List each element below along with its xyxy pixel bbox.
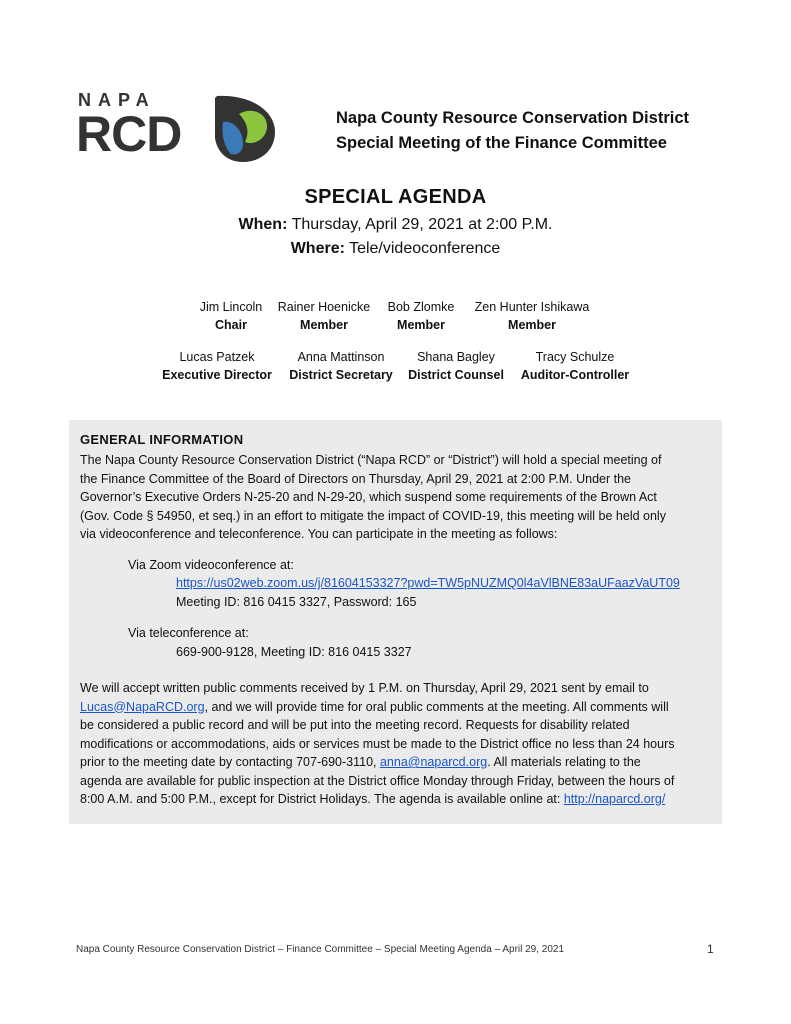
person-role: Member: [508, 318, 556, 332]
comments-text: 8:00 A.M. and 5:00 P.M., except for District Holidays. The agenda is available online at:: [80, 792, 564, 806]
intro-line: the Finance Committee of the Board of Directors on Thursday, April 29, 2021 at 2:00 P.M. Under the: [80, 471, 631, 486]
person-name: Tracy Schulze: [535, 350, 615, 364]
logo-top-text: NAPA: [78, 90, 156, 110]
comments-line: agenda are available for public inspection at the District office Monday through Friday, between the hours of: [80, 773, 675, 788]
comments-line: be considered a public record and will be put into the meeting record. Requests for disability related: [80, 718, 630, 732]
general-information-heading: GENERAL INFORMATION: [80, 432, 244, 447]
intro-paragraph: [80, 451, 720, 544]
comments-line: [80, 753, 720, 772]
person-name: Shana Bagley: [417, 350, 495, 364]
person-executive-director: [158, 348, 276, 384]
person-role: Chair: [215, 318, 247, 332]
comments-line: modifications or accommodations, aids or services must be made to the District office no less than 24 hours: [80, 736, 675, 751]
when-line: [0, 216, 791, 234]
comments-text: . All materials relating to the: [487, 755, 641, 769]
naparcd-website-link[interactable]: http://naparcd.org/: [563, 792, 666, 806]
where-line: [0, 240, 791, 258]
where-value: Tele/videoconference: [344, 240, 501, 257]
leaf-emblem-icon: [209, 92, 277, 164]
logo-main-text: RCD: [76, 106, 182, 162]
person-name: Jim Lincoln: [199, 300, 263, 314]
person-role: District Counsel: [408, 368, 504, 382]
person-member-1: [275, 298, 373, 334]
intro-line: via videoconference and teleconference. You can participate in the meeting as follows:: [80, 527, 558, 541]
comments-text: prior to the meeting date by contacting 707-690-3110,: [80, 755, 380, 769]
comments-line: We will accept written public comments received by 1 P.M. on Thursday, April 29, 2021 sent by email to: [80, 681, 649, 695]
person-role: Member: [397, 318, 445, 332]
public-comments-paragraph: [80, 679, 720, 809]
person-name: Lucas Patzek: [179, 350, 255, 364]
meeting-name: Special Meeting of the Finance Committee: [336, 134, 667, 152]
comments-text: , and we will provide time for oral public comments at the meeting. All comments will: [204, 699, 669, 714]
anna-email-link[interactable]: anna@naparcd.org: [379, 755, 488, 769]
org-name: Napa County Resource Conservation District: [336, 109, 689, 127]
person-role: Member: [300, 318, 348, 332]
person-name: Bob Zlomke: [387, 300, 455, 314]
page-number: 1: [707, 942, 714, 956]
person-name: Zen Hunter Ishikawa: [474, 300, 590, 314]
person-chair: [192, 298, 270, 334]
person-district-secretary: [285, 348, 397, 384]
person-name: Anna Mattinson: [297, 350, 385, 364]
person-auditor-controller: [515, 348, 635, 384]
comments-line: [80, 790, 720, 809]
person-role: Auditor-Controller: [520, 368, 630, 382]
intro-line: Governor’s Executive Orders N-25-20 and N-29-20, which suspend some requirements of the Brown Act: [80, 490, 657, 504]
organization-title: [336, 106, 736, 156]
when-value: Thursday, April 29, 2021 at 2:00 P.M.: [287, 216, 553, 233]
person-name: Rainer Hoenicke: [277, 300, 371, 314]
agenda-title: SPECIAL AGENDA: [304, 186, 487, 208]
teleconference-details: 669-900-9128, Meeting ID: 816 0415 3327: [176, 645, 412, 659]
comments-line: [80, 698, 720, 717]
person-role: Executive Director: [162, 368, 272, 382]
person-member-2: [382, 298, 460, 334]
zoom-label: Via Zoom videoconference at:: [128, 558, 294, 572]
person-role: District Secretary: [289, 368, 393, 382]
where-label: Where:: [290, 240, 345, 257]
page-footer: Napa County Resource Conservation District – Finance Committee – Special Meeting Agenda – April 29, 2021: [76, 944, 565, 955]
intro-line: The Napa County Resource Conservation District (“Napa RCD” or “District”) will hold a special meeting of: [80, 453, 662, 467]
napa-rcd-logo: [76, 90, 276, 166]
intro-line: (Gov. Code § 54950, et seq.) in an effort to mitigate the impact of COVID-19, this meeting will be held only: [80, 508, 666, 523]
teleconference-label: Via teleconference at:: [128, 626, 249, 640]
person-district-counsel: [403, 348, 509, 384]
zoom-details: Meeting ID: 816 0415 3327, Password: 165: [176, 595, 417, 609]
person-member-3: [467, 298, 597, 334]
lucas-email-link[interactable]: Lucas@NapaRCD.org: [80, 699, 205, 714]
zoom-meeting-link[interactable]: https://us02web.zoom.us/j/81604153327?pwd=TW5pNUZMQ0l4aVlBNE83aUFaazVaUT09: [176, 576, 680, 590]
when-label: When:: [238, 216, 288, 233]
